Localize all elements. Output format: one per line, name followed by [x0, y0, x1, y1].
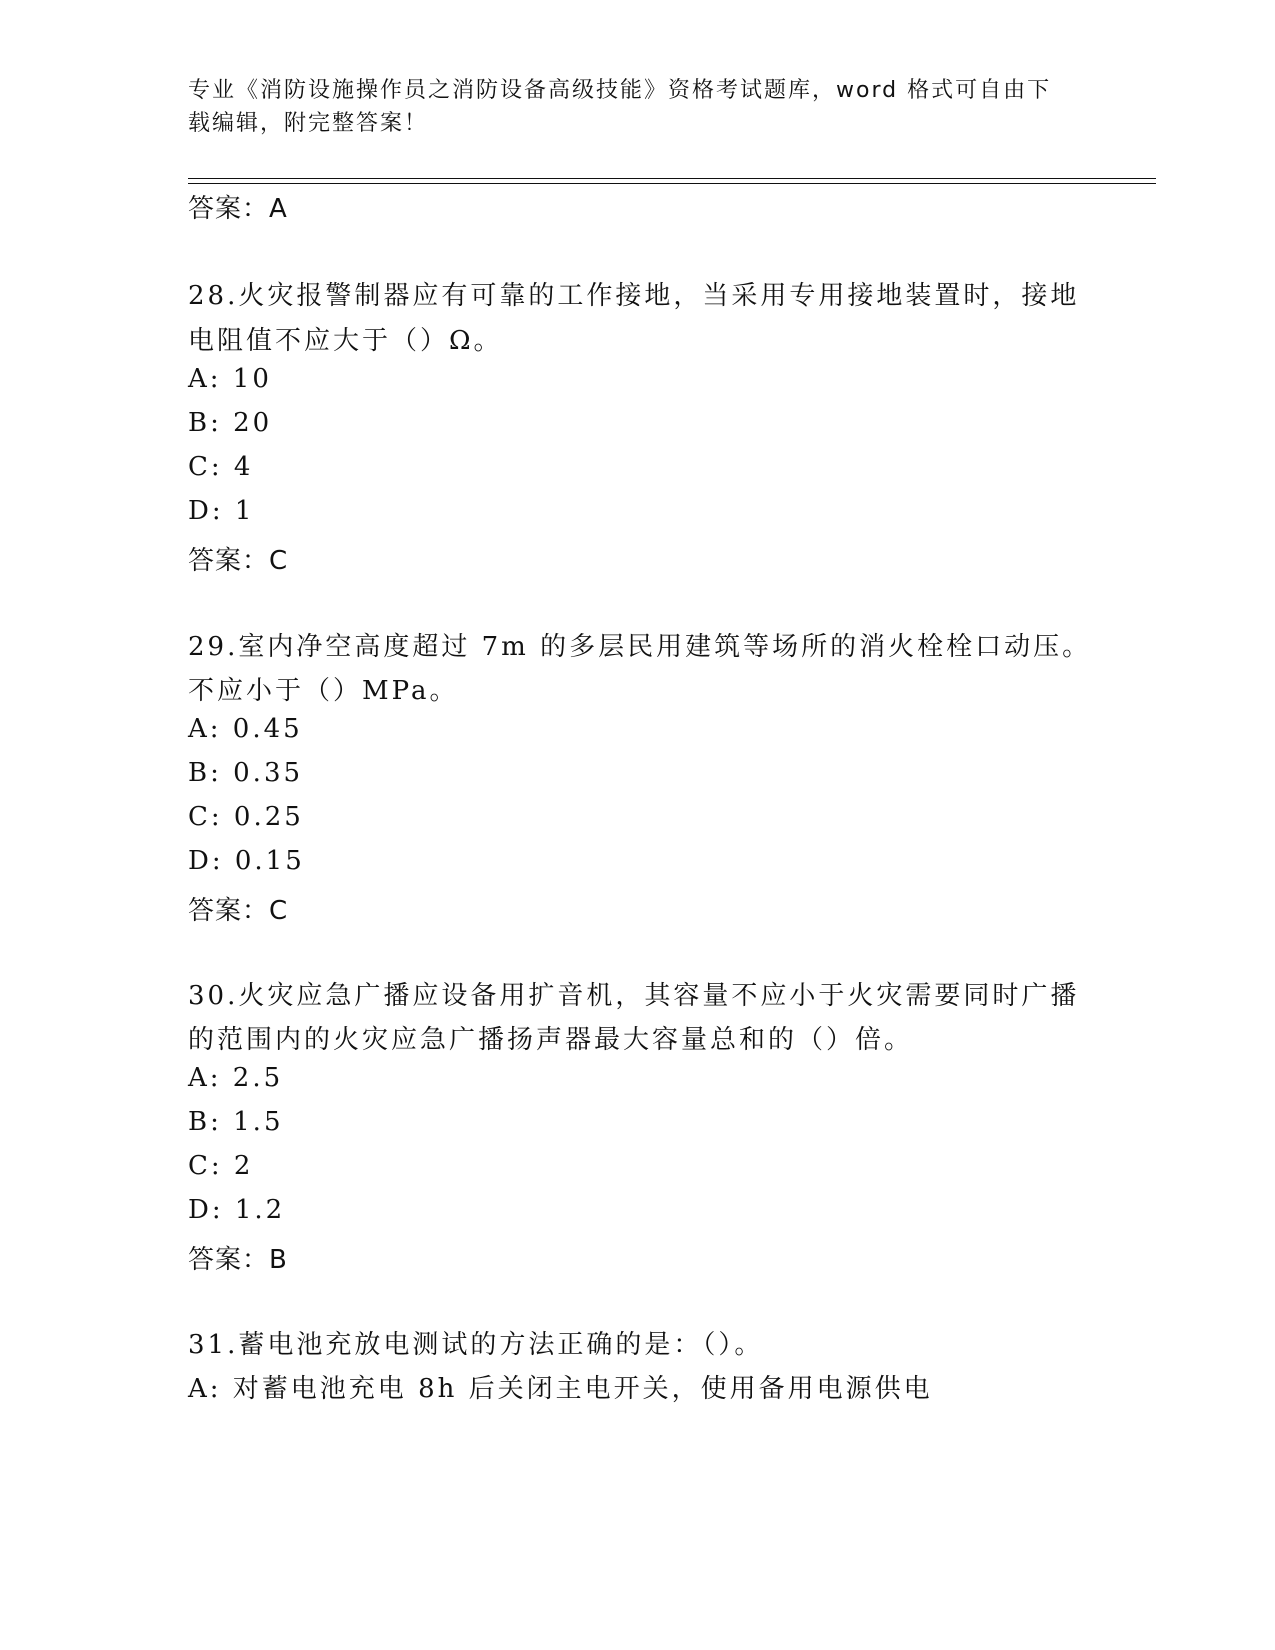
- question-30-stem-line-2: 的范围内的火灾应急广播扬声器最大容量总和的（）倍。: [188, 1025, 914, 1055]
- question-28-stem-line-1: 28.火灾报警制器应有可靠的工作接地，当采用专用接地装置时，接地: [188, 281, 1080, 311]
- question-29-stem-line-1: 29.室内净空高度超过 7m 的多层民用建筑等场所的消火栓栓口动压。: [188, 632, 1092, 662]
- question-30-stem-line-1: 30.火灾应急广播应设备用扩音机，其容量不应小于火灾需要同时广播: [188, 981, 1080, 1011]
- question-29-option-c: C: 0.25: [188, 802, 304, 832]
- intro-line-1: 专业《消防设施操作员之消防设备高级技能》资格考试题库，word 格式可自由下: [188, 78, 1052, 103]
- question-30-option-c: C: 2: [188, 1151, 254, 1181]
- question-30-answer: 答案：B: [188, 1245, 288, 1275]
- question-28-option-b: B: 20: [188, 408, 273, 438]
- question-30-option-b: B: 1.5: [188, 1107, 284, 1137]
- question-30-option-d: D: 1.2: [188, 1195, 286, 1225]
- header-divider-top: [188, 178, 1156, 179]
- question-29-option-a: A: 0.45: [188, 714, 303, 744]
- question-29-option-d: D: 0.15: [188, 846, 305, 876]
- previous-answer: 答案：A: [188, 194, 288, 224]
- question-30-option-a: A: 2.5: [188, 1063, 284, 1093]
- question-28-option-d: D: 1: [188, 496, 255, 526]
- document-intro: [188, 74, 1088, 140]
- question-28-option-a: A: 10: [188, 364, 272, 394]
- question-31-option-a: A: 对蓄电池充电 8h 后关闭主电开关，使用备用电源供电: [188, 1374, 933, 1404]
- intro-line-2: 载编辑，附完整答案！: [188, 111, 429, 136]
- question-29-option-b: B: 0.35: [188, 758, 304, 788]
- question-28-stem-line-2: 电阻值不应大于（）Ω。: [188, 326, 503, 356]
- header-divider-bottom: [188, 183, 1156, 184]
- question-28-answer: 答案：C: [188, 546, 289, 576]
- question-28-option-c: C: 4: [188, 452, 254, 482]
- question-29-answer: 答案：C: [188, 896, 289, 926]
- question-29-stem-line-2: 不应小于（）MPa。: [188, 676, 459, 706]
- question-31-stem-line-1: 31.蓄电池充放电测试的方法正确的是：（）。: [188, 1330, 764, 1360]
